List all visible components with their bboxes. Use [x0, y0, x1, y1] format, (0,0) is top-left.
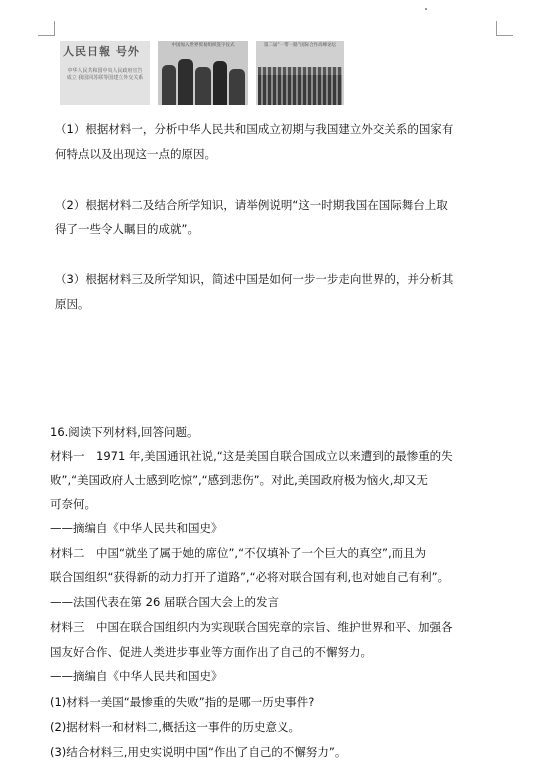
material-3-source: ——摘编自《中华人民共和国史》 — [50, 669, 223, 683]
person-figure — [162, 65, 176, 105]
newspaper-extra-photo — [60, 41, 150, 105]
wto-signing-photo — [158, 41, 248, 105]
belt-road-forum-photo — [256, 41, 344, 105]
material-2-line-1: 材料二 中国“就坐了属于她的席位”,“不仅填补了一个巨大的真空”,而且为 — [50, 546, 427, 560]
material-3-line-1: 材料三 中国在联合国组织内为实现联合国宪章的宗旨、维护世界和平、加强各 — [50, 620, 453, 634]
question-2-line-1: （2）根据材料二及结合所学知识，请举例说明“这一时期我国在国际舞台上取 — [55, 198, 448, 212]
material-3-line-2: 国友好合作、促进人类进步事业等方面作出了自己的不懈努力。 — [50, 645, 372, 659]
person-figure — [229, 69, 245, 105]
q16-title: 16.阅读下列材料,回答问题。 — [50, 425, 199, 439]
material-2-source: ——法国代表在第 26 届联合国大会上的发言 — [50, 595, 279, 609]
crowd-front-row — [258, 75, 342, 105]
person-figure — [178, 59, 193, 105]
newspaper-caption: 中华人民共和国中央人民政府宣告成立 我国同苏联等国建立外交关系 — [66, 68, 144, 81]
question-3-line-2: 原因。 — [55, 297, 90, 311]
sub-question-1: (1)材料一美国“最惨重的失败”指的是哪一历史事件? — [50, 695, 315, 709]
person-figure — [213, 61, 227, 105]
forum-banner-text: 第二届“一带一路”国际合作高峰论坛 — [263, 43, 337, 48]
sub-question-3: (3)结合材料三,用史实说明中国“作出了自己的不懈努力”。 — [50, 745, 347, 759]
crop-mark-top-right — [496, 21, 513, 36]
newspaper-masthead: 人民日報 号外 — [63, 45, 140, 58]
material-1-source: ——摘编自《中华人民共和国史》 — [50, 521, 223, 535]
wto-banner-text: 中国加入世界贸易组织签字仪式 — [171, 43, 235, 48]
material-1-line-3: 可奈何。 — [50, 497, 96, 511]
question-1-line-1: （1）根据材料一，分析中华人民共和国成立初期与我国建立外交关系的国家有 — [55, 122, 454, 136]
question-3-line-1: （3）根据材料三及所学知识，简述中国是如何一步一步走向世界的，并分析其 — [55, 272, 454, 286]
question-1-line-2: 何特点以及出现这一点的原因。 — [55, 147, 216, 161]
material-2-line-2: 联合国组织“获得新的动力打开了道路”,“必将对联合国有利,也对她自己有利”。 — [50, 570, 450, 584]
material-1-line-1: 材料一 1971 年,美国通讯社说,“这是美国自联合国成立以来遭到的最惨重的失 — [50, 449, 453, 463]
crowd-back-row — [258, 67, 342, 75]
page-dot — [425, 8, 427, 10]
question-2-line-2: 得了一些令人瞩目的成就”。 — [55, 222, 199, 236]
material-1-line-2: 败”,“美国政府人士感到吃惊”,“感到悲伤”。对此,美国政府极为恼火,却又无 — [50, 473, 428, 487]
crop-mark-top-left — [38, 21, 55, 36]
sub-question-2: (2)据材料一和材料二,概括这一事件的历史意义。 — [50, 720, 300, 734]
person-figure — [195, 67, 211, 105]
